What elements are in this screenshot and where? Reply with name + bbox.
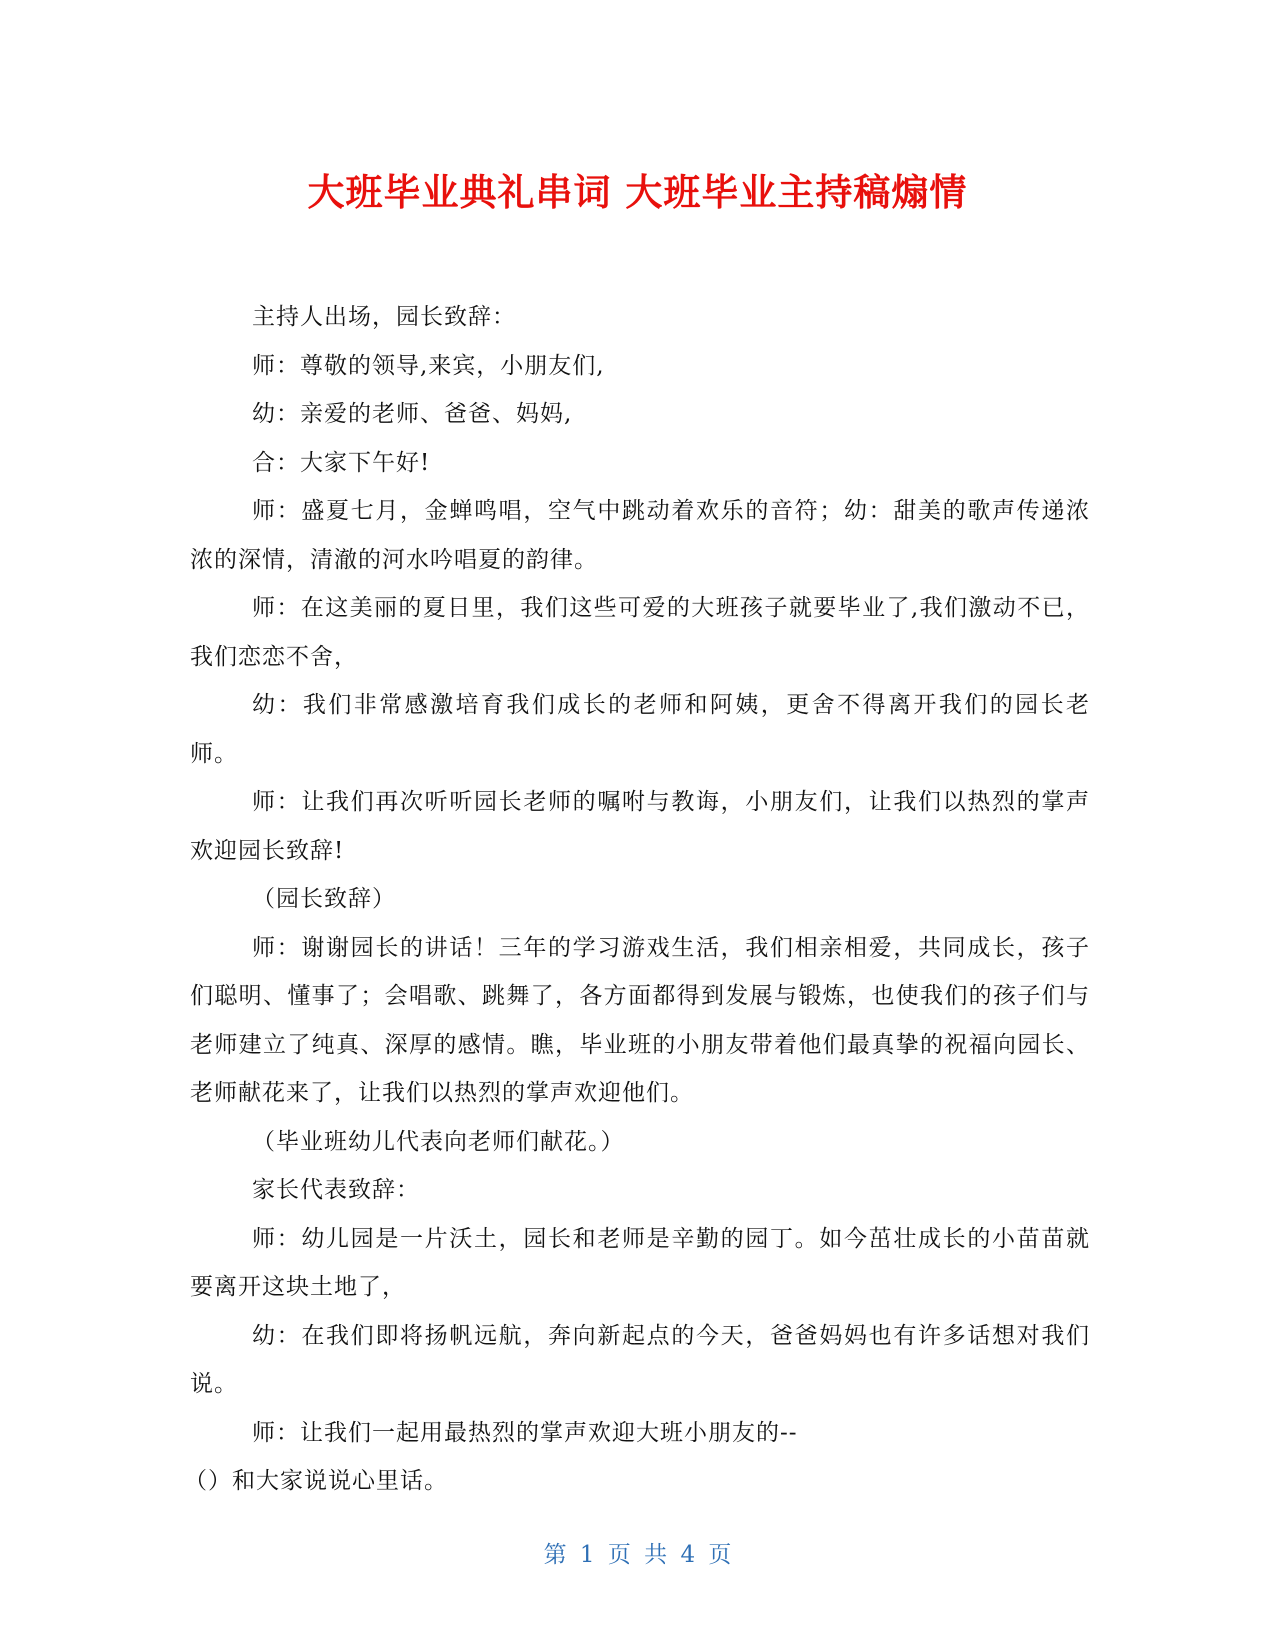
page-number: 第 1 页 共 4 页 (543, 1542, 732, 1568)
document-body (184, 293, 1090, 1506)
paragraph: 师：尊敬的领导,来宾，小朋友们, (252, 352, 605, 379)
paragraph: 幼：亲爱的老师、爸爸、妈妈, (252, 401, 573, 427)
paragraph: 师：谢谢园长的讲话！三年的学习游戏生活，我们相亲相爱，共同成长，孩子们聪明、懂事了；会唱歌、跳舞了，各方面都得到发展与锻炼，也使我们的孩子们与老师建立了纯真、深厚的感情。瞧，毕业班的小朋友带着他们最真挚的祝福向园长、老师献花来了，让我们以热烈的掌声欢迎他们。 (190, 934, 1090, 1106)
paragraph: （毕业班幼儿代表向老师们献花。） (252, 1128, 625, 1155)
paragraph: 师：幼儿园是一片沃土，园长和老师是辛勤的园丁。如今茁壮成长的小苗苗就要离开这块土地了， (190, 1225, 1090, 1300)
paragraph: 主持人出场，园长致辞： (252, 304, 516, 330)
paragraph: （）和大家说说心里话。 (184, 1468, 448, 1494)
paragraph: 师：盛夏七月，金蝉鸣唱，空气中跳动着欢乐的音符；幼：甜美的歌声传递浓浓的深情，清澈的河水吟唱夏的韵律。 (190, 498, 1090, 573)
paragraph: 幼：在我们即将扬帆远航，奔向新起点的今天，爸爸妈妈也有许多话想对我们说。 (190, 1322, 1090, 1397)
paragraph: 师：让我们再次听听园长老师的嘱咐与教诲，小朋友们，让我们以热烈的掌声欢迎园长致辞! (190, 789, 1090, 864)
paragraph: 师：让我们一起用最热烈的掌声欢迎大班小朋友的-- (252, 1419, 798, 1446)
document-title: 大班毕业典礼串词 大班毕业主持稿煽情 (307, 171, 968, 214)
paragraph: 师：在这美丽的夏日里，我们这些可爱的大班孩子就要毕业了,我们激动不已，我们恋恋不舍， (190, 595, 1090, 670)
paragraph: 家长代表致辞： (252, 1177, 420, 1203)
paragraph: 合：大家下午好! (252, 449, 431, 476)
paragraph: 幼：我们非常感激培育我们成长的老师和阿姨，更舍不得离开我们的园长老师。 (190, 692, 1090, 767)
paragraph: （园长致辞） (252, 886, 396, 912)
